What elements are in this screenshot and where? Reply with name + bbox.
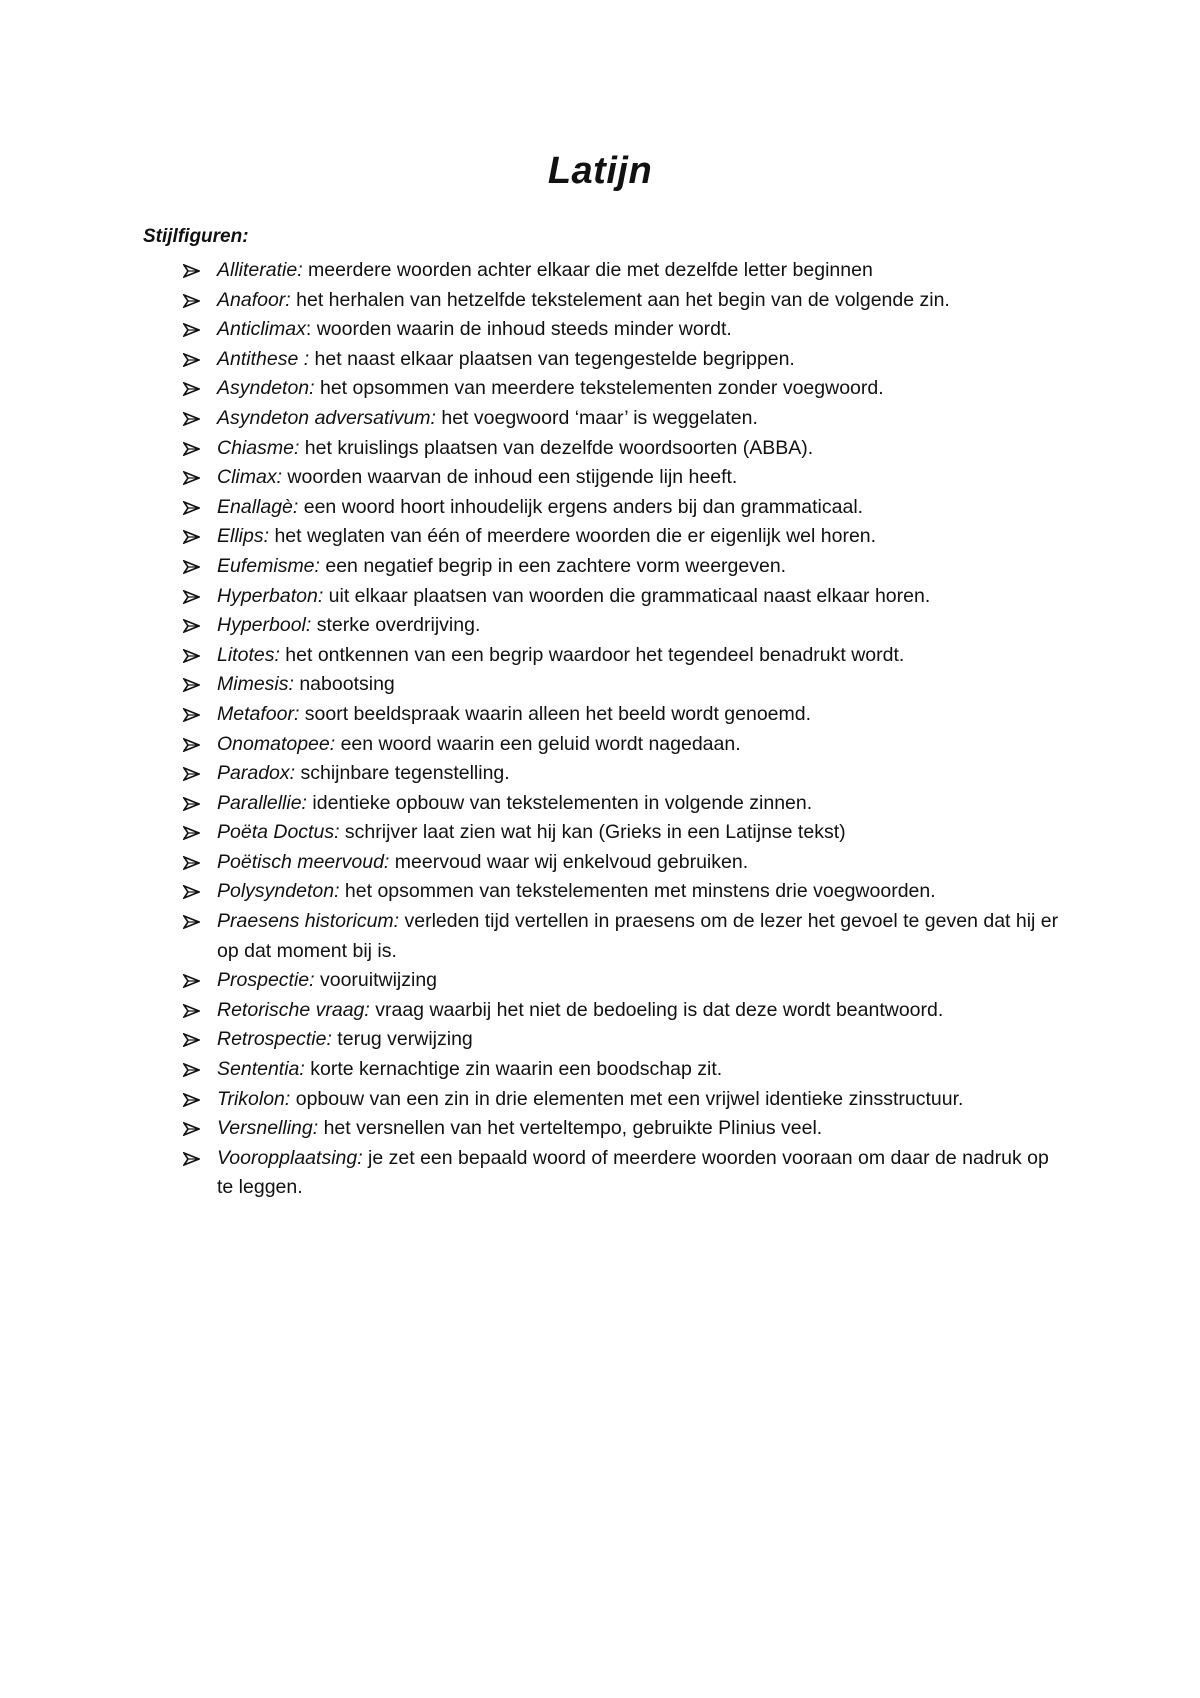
arrowhead-bullet-icon	[183, 1144, 203, 1174]
term-label: Alliteratie:	[217, 259, 303, 281]
term-definition: een woord hoort inhoudelijk ergens anders bij dan grammaticaal.	[298, 495, 864, 518]
term-definition: verleden tijd vertellen in praesens om de lezer het gevoel te geven dat hij er op dat moment bij is.	[217, 910, 1059, 962]
term-label: Anafoor:	[217, 288, 291, 311]
term-definition: nabootsing	[293, 673, 395, 696]
arrowhead-bullet-icon	[183, 848, 203, 878]
page-title: Latijn	[547, 150, 653, 192]
arrowhead-bullet-icon	[183, 1025, 203, 1055]
arrowhead-bullet-icon	[183, 463, 203, 493]
arrowhead-bullet-icon	[183, 256, 203, 286]
list-item	[183, 641, 1063, 671]
term-label: Poëta Doctus:	[217, 821, 340, 844]
list-item	[183, 434, 1063, 464]
list-item	[183, 315, 1063, 345]
term-definition: schrijver laat zien wat hij kan (Grieks in een Latijnse tekst)	[339, 821, 846, 844]
arrowhead-bullet-icon	[183, 907, 203, 937]
term-label: Asyndeton:	[217, 377, 315, 400]
term-definition: sterke overdrijving.	[311, 614, 481, 637]
arrowhead-bullet-icon	[183, 522, 203, 552]
term-label: Onomatopee:	[217, 732, 336, 755]
arrowhead-bullet-icon	[183, 493, 203, 523]
term-label: Prospectie:	[217, 969, 315, 992]
arrowhead-bullet-icon	[183, 345, 203, 375]
arrowhead-bullet-icon	[183, 670, 203, 700]
term-definition: meervoud waar wij enkelvoud gebruiken.	[389, 850, 749, 873]
term-definition: het opsommen van meerdere tekstelementen zonder voegwoord.	[314, 377, 884, 400]
term-label: Metafoor:	[217, 702, 300, 725]
list-item	[183, 522, 1063, 552]
arrowhead-bullet-icon	[183, 552, 203, 582]
list-item	[183, 552, 1063, 582]
arrowhead-bullet-icon	[183, 641, 203, 671]
term-label: Versnelling:	[217, 1117, 319, 1140]
term-label: Asyndeton adversativum:	[217, 406, 436, 429]
list-item	[183, 345, 1063, 375]
arrowhead-bullet-icon	[183, 730, 203, 760]
term-definition: het naast elkaar plaatsen van tegengestelde begrippen.	[309, 347, 795, 370]
arrowhead-bullet-icon	[183, 700, 203, 730]
list-item	[183, 730, 1063, 760]
arrowhead-bullet-icon	[183, 789, 203, 819]
term-label: Climax:	[217, 466, 283, 489]
term-label: Anticlimax	[217, 318, 306, 341]
term-definition: terug verwijzing	[331, 1028, 473, 1051]
arrowhead-bullet-icon	[183, 759, 203, 789]
arrowhead-bullet-icon	[183, 286, 203, 316]
stijlfiguren-list	[183, 256, 1063, 1203]
list-item	[183, 493, 1063, 523]
arrowhead-bullet-icon	[183, 374, 203, 404]
list-item	[183, 404, 1063, 434]
term-label: Parallellie:	[217, 791, 307, 814]
term-definition: korte kernachtige zin waarin een boodschap zit.	[304, 1058, 723, 1081]
list-item	[183, 877, 1063, 907]
list-item	[183, 966, 1063, 996]
term-label: Retrospectie:	[217, 1028, 332, 1051]
term-label: Mimesis:	[217, 673, 294, 696]
arrowhead-bullet-icon	[183, 996, 203, 1026]
arrowhead-bullet-icon	[183, 1114, 203, 1144]
term-definition: het weglaten van één of meerdere woorden die er eigenlijk wel horen.	[269, 525, 877, 548]
term-definition: een woord waarin een geluid wordt nagedaan.	[335, 732, 741, 755]
term-definition: schijnbare tegenstelling.	[295, 762, 510, 785]
term-definition: identieke opbouw van tekstelementen in volgende zinnen.	[306, 791, 813, 814]
term-definition: je zet een bepaald woord of meerdere woorden vooraan om daar de nadruk op te leggen.	[217, 1146, 1049, 1199]
arrowhead-bullet-icon	[183, 966, 203, 996]
term-label: Retorische vraag:	[217, 998, 370, 1021]
list-item	[183, 611, 1063, 641]
term-definition: het voegwoord ‘maar’ is weggelaten.	[435, 406, 758, 429]
list-item	[183, 1144, 1063, 1203]
list-item	[183, 1085, 1063, 1115]
list-item	[183, 1055, 1063, 1085]
term-label: Trikolon:	[217, 1087, 291, 1110]
list-item	[183, 1114, 1063, 1144]
term-label: Chiasme:	[217, 436, 300, 459]
list-item	[183, 700, 1063, 730]
arrowhead-bullet-icon	[183, 582, 203, 612]
list-item	[183, 463, 1063, 493]
list-item	[183, 759, 1063, 789]
term-label: Litotes:	[217, 643, 280, 666]
term-label: Polysyndeton:	[217, 880, 340, 903]
term-label: Vooropplaatsing:	[217, 1146, 363, 1169]
term-definition: het herhalen van hetzelfde tekstelement aan het begin van de volgende zin.	[290, 288, 950, 311]
list-item	[183, 907, 1063, 966]
list-item	[183, 670, 1063, 700]
list-item	[183, 286, 1063, 316]
arrowhead-bullet-icon	[183, 404, 203, 434]
term-definition: : woorden waarin de inhoud steeds minder wordt.	[305, 318, 732, 341]
list-item	[183, 374, 1063, 404]
arrowhead-bullet-icon	[183, 434, 203, 464]
term-label: Sententia:	[217, 1058, 305, 1081]
list-item	[183, 1025, 1063, 1055]
term-definition: meerdere woorden achter elkaar die met dezelfde letter beginnen	[302, 259, 873, 281]
list-item	[183, 996, 1063, 1026]
term-label: Eufemisme:	[217, 554, 320, 577]
term-definition: een negatief begrip in een zachtere vorm weergeven.	[319, 554, 787, 577]
term-label: Poëtisch meervoud:	[217, 850, 390, 873]
term-definition: het ontkennen van een begrip waardoor het tegendeel benadrukt wordt.	[279, 643, 905, 666]
term-definition: het opsommen van tekstelementen met minstens drie voegwoorden.	[339, 880, 936, 903]
term-label: Paradox:	[217, 762, 296, 785]
arrowhead-bullet-icon	[183, 1085, 203, 1115]
arrowhead-bullet-icon	[183, 315, 203, 345]
term-label: Antithese :	[217, 347, 310, 370]
list-item	[183, 789, 1063, 819]
term-label: Hyperbaton:	[217, 584, 324, 607]
term-definition: opbouw van een zin in drie elementen met een vrijwel identieke zinsstructuur.	[290, 1087, 964, 1110]
term-label: Enallagè:	[217, 495, 299, 518]
list-item	[183, 848, 1063, 878]
term-definition: uit elkaar plaatsen van woorden die grammaticaal naast elkaar horen.	[323, 584, 931, 607]
arrowhead-bullet-icon	[183, 877, 203, 907]
list-item	[183, 256, 1063, 286]
term-label: Ellips:	[217, 525, 270, 548]
term-definition: het versnellen van het verteltempo, gebruikte Plinius veel.	[318, 1117, 823, 1140]
arrowhead-bullet-icon	[183, 611, 203, 641]
term-definition: soort beeldspraak waarin alleen het beeld wordt genoemd.	[299, 702, 812, 725]
section-heading: Stijlfiguren:	[143, 226, 249, 247]
list-item	[183, 582, 1063, 612]
term-definition: het kruislings plaatsen van dezelfde woordsoorten (ABBA).	[299, 436, 814, 459]
term-definition: vraag waarbij het niet de bedoeling is dat deze wordt beantwoord.	[369, 998, 944, 1021]
term-definition: vooruitwijzing	[314, 969, 438, 992]
arrowhead-bullet-icon	[183, 1055, 203, 1085]
term-label: Praesens historicum:	[217, 910, 400, 933]
term-definition: woorden waarvan de inhoud een stijgende lijn heeft.	[282, 466, 738, 489]
list-item	[183, 818, 1063, 848]
term-label: Hyperbool:	[217, 614, 312, 637]
arrowhead-bullet-icon	[183, 818, 203, 848]
